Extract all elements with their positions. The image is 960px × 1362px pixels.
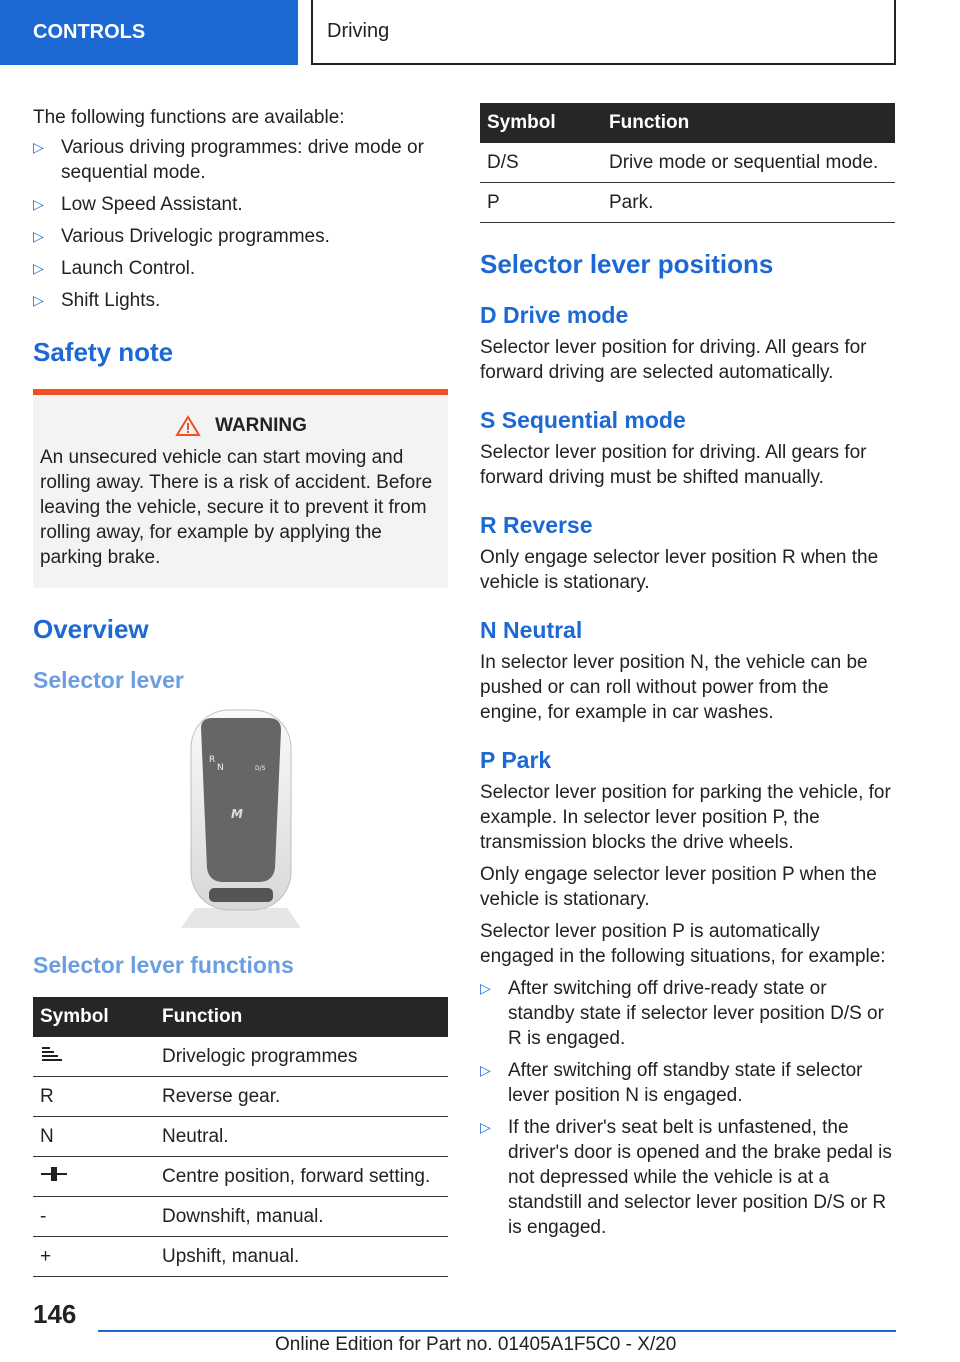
warning-label: WARNING [215,415,307,436]
table-header-symbol: Symbol [480,103,602,143]
section-label: CONTROLS [33,21,146,43]
functions-table [33,997,448,1277]
intro-text: The following functions are available: [33,107,345,128]
park-heading: P Park [480,747,552,773]
table-cell: N [33,1117,155,1157]
safety-note-heading: Safety note [33,337,174,367]
table-cell: + [33,1237,155,1277]
table-cell: P [480,183,602,223]
table-row [33,1237,448,1277]
triangle-bullet-icon: ▷ [480,980,491,996]
table-cell: Downshift, manual. [155,1197,448,1237]
list-item: ▷ Various driving programmes: drive mode or sequential mode. [33,137,424,183]
list-item: ▷ If the driver's seat belt is unfastened, the driver's door is opened and the brake pedal is not depressed while the vehicle is at a standstill and selector lever position D/S or R is engaged. [480,1117,892,1238]
triangle-bullet-icon: ▷ [33,228,44,244]
drive-mode-heading: D Drive mode [480,302,629,328]
warning-title [40,415,442,437]
section-tab [0,0,298,65]
centre-position-icon [33,1157,155,1197]
warning-triangle-icon [175,415,201,437]
table-cell: Centre position, forward setting. [155,1157,448,1197]
list-item: ▷ Low Speed Assistant. [33,194,243,215]
triangle-bullet-icon: ▷ [33,292,44,308]
chapter-label: Driving [327,20,390,42]
neutral-text: In selector lever position N, the vehicle can be pushed or can roll without power from the engine, for example in car washes. [480,652,868,723]
triangle-bullet-icon: ▷ [480,1062,491,1078]
edition-text: Online Edition for Part no. 01405A1F5C0 - X/20 [275,1334,677,1355]
table-cell: Park. [602,183,895,223]
table-cell: - [33,1197,155,1237]
selector-lever-image [33,708,448,928]
table-cell: Neutral. [155,1117,448,1157]
drive-mode-text: Selector lever position for driving. All gears for forward driving are selected automatically. [480,337,867,383]
gear-selector-illustration [181,708,301,928]
table-row [33,1077,448,1117]
svg-text:D/S: D/S [254,765,265,772]
warning-text: An unsecured vehicle can start moving and rolling away. There is a risk of accident. Before leaving the vehicle, secure it to prevent it from rolling away, for example by applying the parking brake. [40,447,433,568]
table-header-symbol: Symbol [33,997,155,1037]
triangle-bullet-icon: ▷ [33,196,44,212]
table-cell: R [33,1077,155,1117]
list-item: ▷ Launch Control. [33,258,196,279]
left-column [33,100,448,1277]
right-column [480,103,895,1240]
selector-lever-heading: Selector lever [33,667,184,693]
triangle-bullet-icon: ▷ [33,139,44,155]
table-row [33,1157,448,1197]
neutral-heading: N Neutral [480,617,583,643]
table-row [33,1037,448,1077]
park-text: Selector lever position P is automatically engaged in the following situations, for example: [480,921,886,967]
positions-heading: Selector lever positions [480,249,774,279]
function-list [33,135,448,313]
park-list [480,976,895,1240]
overview-heading: Overview [33,614,149,644]
svg-text:R: R [208,755,215,765]
table-row [480,183,895,223]
svg-text:N: N [216,763,224,773]
table-cell: D/S [480,143,602,183]
sequential-mode-heading: S Sequential mode [480,407,686,433]
table-cell: Upshift, manual. [155,1237,448,1277]
chapter-tab [311,0,896,65]
triangle-bullet-icon: ▷ [480,1119,491,1135]
triangle-bullet-icon: ▷ [33,260,44,276]
list-item: ▷ Shift Lights. [33,290,161,311]
reverse-text: Only engage selector lever position R when the vehicle is stationary. [480,547,879,593]
list-item: ▷ After switching off drive-ready state or standby state if selector lever position D/S or R is engaged. [480,978,884,1049]
park-text: Selector lever position for parking the vehicle, for example. In selector lever position P, the transmission blocks the drive wheels. [480,782,891,853]
park-text: Only engage selector lever position P when the vehicle is stationary. [480,864,877,910]
table-cell: Drive mode or sequential mode. [602,143,895,183]
svg-text:M: M [230,807,243,821]
sequential-mode-text: Selector lever position for driving. All gears for forward driving must be shifted manually. [480,442,867,488]
table-header-function: Function [155,997,448,1037]
positions-table [480,103,895,223]
reverse-heading: R Reverse [480,512,593,538]
drivelogic-symbol-icon [33,1037,155,1077]
footer-divider [98,1330,896,1332]
selector-lever-functions-heading: Selector lever functions [33,952,294,978]
table-header-function: Function [602,103,895,143]
table-row [33,1117,448,1157]
page-number: 146 [33,1299,77,1329]
table-cell: Drivelogic programmes [155,1037,448,1077]
table-cell: Reverse gear. [155,1077,448,1117]
list-item: ▷ After switching off standby state if selector lever position N is engaged. [480,1060,863,1106]
table-row [480,143,895,183]
warning-box [33,389,448,588]
list-item: ▷ Various Drivelogic programmes. [33,226,330,247]
table-row [33,1197,448,1237]
